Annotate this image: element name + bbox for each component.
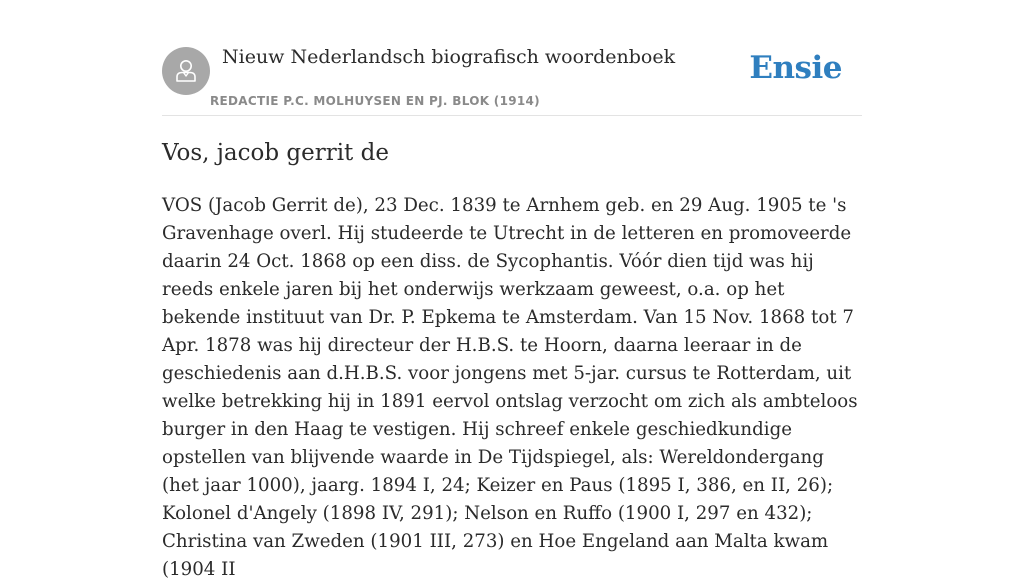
entry-title: Vos, jacob gerrit de <box>162 140 389 166</box>
ensie-logo[interactable]: Ensie <box>749 50 842 86</box>
entry-body: VOS (Jacob Gerrit de), 23 Dec. 1839 te Arnhem geb. en 29 Aug. 1905 te 's Gravenhage overl. Hij studeerde te Utrecht in de letteren en promoveerde daarin 24 Oct. 1868 op een diss. de Sycophantis. Vóór dien tijd was hij reeds enkele jaren bij het onderwijs werkzaam geweest, o.a. op het bekende instituut van Dr. P. Epkema te Amsterdam. Van 15 Nov. 1868 tot 7 Apr. 1878 was hij directeur der H.B.S. te Hoorn, daarna leeraar in de geschiedenis aan d.H.B.S. voor jongens met 5-jar. cursus te Rotterdam, uit welke betrekking hij in 1891 eervol ontslag verzocht om zich als ambteloos burger in den Haag te vestigen. Hij schreef enkele geschiedkundige opstellen van blijvende waarde in De Tijdspiegel, als: Wereldondergang (het jaar 1000), jaarg. 1894 I, 24; Keizer en Paus (1895 I, 386, en II, 26); Kolonel d'Angely (1898 IV, 291); Nelson en Ruffo (1900 I, 297 en 432); Christina van Zweden (1901 III, 273) en Hoe Engeland aan Malta kwam (1904 II <box>162 195 858 580</box>
book-title[interactable]: Nieuw Nederlandsch biografisch woordenboek <box>222 46 676 68</box>
editors-line: REDACTIE P.C. MOLHUYSEN EN PJ. BLOK (1914) <box>210 94 540 108</box>
avatar[interactable] <box>162 47 210 95</box>
user-icon <box>171 56 201 86</box>
source-header <box>162 0 862 116</box>
article-page <box>162 0 862 580</box>
